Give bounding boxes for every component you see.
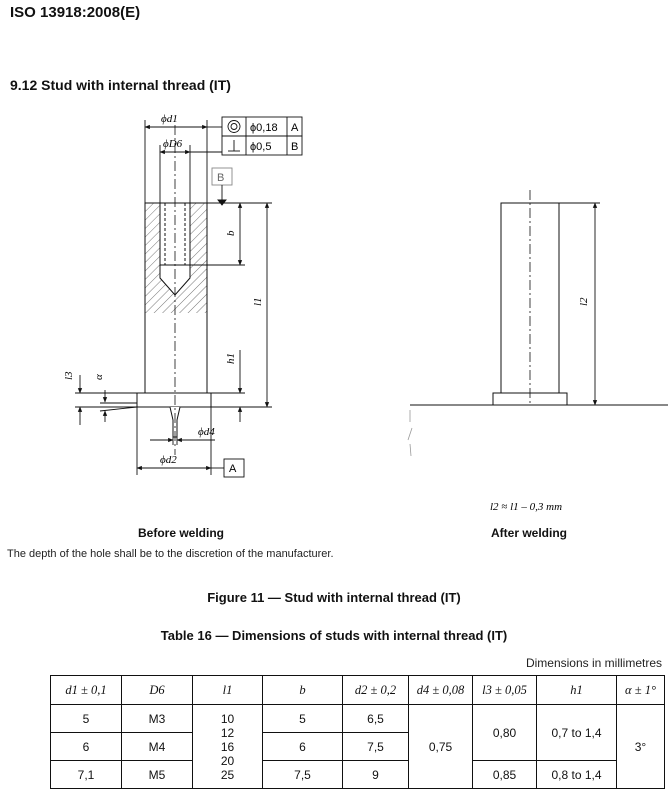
- cell-d1: 5: [51, 705, 122, 733]
- dimension-l3: [75, 375, 137, 425]
- cell-l3: 0,80: [473, 705, 537, 761]
- technical-drawing: [0, 100, 668, 525]
- cell-b: 5: [263, 705, 343, 733]
- dimensions-table: [50, 675, 665, 789]
- document-header: ISO 13918:2008(E): [10, 4, 141, 21]
- label-b: b: [225, 230, 237, 236]
- label-l1: l1: [252, 297, 264, 306]
- header-d2: d2 ± 0,2: [343, 676, 409, 705]
- header-h1: h1: [537, 676, 617, 705]
- cell-d2: 7,5: [343, 733, 409, 761]
- units-note: Dimensions in millimetres: [525, 656, 662, 670]
- cell-l3: 0,85: [473, 761, 537, 789]
- tolerance-datum-b: B: [291, 141, 299, 153]
- header-l3: l3 ± 0,05: [473, 676, 537, 705]
- cell-D6: M5: [122, 761, 193, 789]
- table-header-row: [51, 676, 665, 705]
- header-d1: d1 ± 0,1: [51, 676, 122, 705]
- header-l1: l1: [193, 676, 263, 705]
- label-d2: ϕd2: [160, 454, 177, 466]
- table-row: [51, 705, 665, 733]
- cell-d2: 9: [343, 761, 409, 789]
- label-h1: h1: [225, 353, 237, 364]
- label-d1: ϕd1: [161, 113, 178, 125]
- tolerance-datum-a: A: [291, 122, 299, 134]
- datum-b-label: B: [217, 172, 225, 184]
- caption-after-welding: After welding: [491, 526, 568, 540]
- label-l3: l3: [63, 371, 75, 380]
- tolerance-value-1: ϕ0,18: [250, 122, 278, 134]
- stud-after-welding: [408, 190, 668, 456]
- note-text: The depth of the hole shall be to the discretion of the manufacturer.: [7, 548, 334, 560]
- dimension-d2: [137, 407, 224, 475]
- cell-D6: M3: [122, 705, 193, 733]
- l1-value: 16: [220, 739, 235, 754]
- l1-value: 25: [220, 767, 235, 782]
- figure-caption: Figure 11 — Stud with internal thread (IT): [207, 590, 461, 605]
- cell-d1: 7,1: [51, 761, 122, 789]
- dimension-alpha: [100, 390, 137, 422]
- cell-l1: [193, 705, 263, 789]
- header-d4: d4 ± 0,08: [409, 676, 473, 705]
- cell-d4: 0,75: [409, 705, 473, 789]
- table-title: Table 16 — Dimensions of studs with internal thread (IT): [160, 628, 508, 643]
- cell-d2: 6,5: [343, 705, 409, 733]
- dimension-d1: [145, 120, 225, 203]
- label-l2: l2: [578, 297, 590, 306]
- cell-b: 7,5: [263, 761, 343, 789]
- label-d4: ϕd4: [198, 426, 215, 438]
- dimension-d4: [150, 437, 215, 445]
- l1-value: 20: [220, 753, 235, 768]
- label-D6: ϕD6: [163, 138, 183, 150]
- cell-h1: 0,8 to 1,4: [537, 761, 617, 789]
- header-alpha: α ± 1°: [617, 676, 665, 705]
- cell-D6: M4: [122, 733, 193, 761]
- cell-d1: 6: [51, 733, 122, 761]
- header-D6: D6: [122, 676, 193, 705]
- tolerance-value-2: ϕ0,5: [250, 141, 272, 153]
- header-b: b: [263, 676, 343, 705]
- stud-before-welding: [137, 125, 211, 455]
- caption-before-welding: Before welding: [138, 526, 225, 540]
- l1-value: 10: [220, 711, 235, 726]
- dimension-D6: [160, 145, 225, 203]
- cell-h1: 0,7 to 1,4: [537, 705, 617, 761]
- label-alpha: α: [93, 374, 105, 380]
- table-row: [51, 761, 665, 789]
- weld-formula: l2 ≈ l1 – 0,3 mm: [490, 501, 563, 513]
- section-title: 9.12 Stud with internal thread (IT): [10, 77, 231, 93]
- l1-value: 12: [220, 725, 235, 740]
- datum-a-label: A: [229, 463, 237, 475]
- cell-alpha: 3°: [617, 705, 665, 789]
- cell-b: 6: [263, 733, 343, 761]
